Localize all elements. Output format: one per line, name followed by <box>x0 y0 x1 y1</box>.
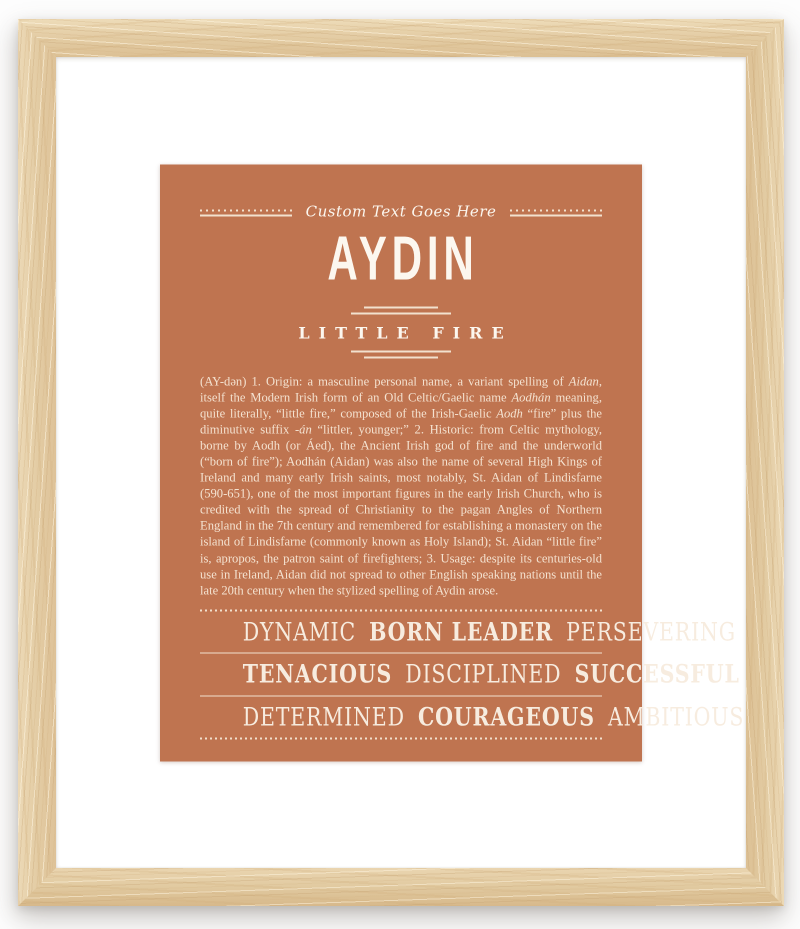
trait-row <box>236 617 736 647</box>
description-italic-segment: -án <box>294 422 312 437</box>
rule-above-meaning <box>351 306 451 314</box>
trait-word: DYNAMIC <box>242 617 356 647</box>
description-segment: “littler, younger;” 2. Historic: from Celtic mythology, borne by Aodh (or Áed), the Ancient Irish god of fire and the underworld (“born of fire”); Aodhán (Aidan) was also the name of several High Kings of Ireland and many early Irish saints, most notably, St. Aidan of Lindisfarne (590-651), one of the most important figures in the early Irish Church, who is credited with the spread of Christianity to the pagan Angles of Northern England in the 7th century and remembered for establishing a monastery on the island of Lindisfarne (commonly known as Holy Island); St. Aidan “little fire” is, apropos, the patron saint of firefighters; 3. Usage: despite its centuries-old use in Ireland, Aidan did not spread to other English speaking nations until the late 20th century when the stylized spelling of Aydin arose. <box>200 422 602 598</box>
dotted-rule-icon <box>200 210 292 212</box>
trait-word: DETERMINED <box>242 702 405 732</box>
description-italic-segment: Aidan <box>568 374 599 388</box>
trait-word: AMBITIOUS <box>607 702 745 732</box>
frame-right-rail <box>746 19 784 906</box>
frame-top-rail <box>18 19 784 57</box>
trait-row <box>236 702 745 732</box>
dotted-divider-bottom <box>200 738 602 740</box>
description-segment: “fire” plus the diminutive suffix <box>200 406 602 437</box>
name-headline: AYDIN <box>327 224 479 293</box>
trait-separator-rule <box>200 695 602 696</box>
dotted-divider-top <box>200 609 602 611</box>
trait-word: BORN LEADER <box>369 617 553 647</box>
rule-below-meaning <box>351 350 451 358</box>
name-art-print <box>160 164 745 761</box>
trait-row <box>236 659 740 689</box>
left-ornament <box>200 206 292 217</box>
custom-text-label: Custom Text Goes Here <box>305 202 497 220</box>
trait-word: DISCIPLINED <box>405 659 562 689</box>
mat-board <box>56 57 746 868</box>
short-rule <box>364 356 438 358</box>
trait-rows <box>200 617 745 732</box>
trait-word: PERSEVERING <box>566 617 736 647</box>
frame-left-rail <box>18 19 56 906</box>
description-segment: (AY-dən) 1. Origin: a masculine personal name, a variant spelling of <box>200 374 569 388</box>
description-italic-segment: Aodhán <box>511 390 551 405</box>
traits-section <box>200 609 745 740</box>
right-ornament <box>510 206 602 217</box>
solid-rule <box>200 215 292 217</box>
trait-word: SUCCESSFUL <box>574 659 740 689</box>
name-description <box>200 373 602 598</box>
description-segment: , itself the Modern Irish form of an Old Celtic/Gaelic name <box>200 374 602 405</box>
trait-word: COURAGEOUS <box>417 702 595 732</box>
trait-word: TENACIOUS <box>242 659 393 689</box>
picture-frame <box>18 19 784 906</box>
trait-separator-rule <box>200 653 602 654</box>
long-rule <box>351 312 451 314</box>
solid-rule <box>510 215 602 217</box>
frame-bottom-rail <box>18 868 784 906</box>
custom-text-row <box>200 202 602 220</box>
dotted-rule-icon <box>510 210 602 212</box>
description-segment: meaning, quite literally, “little fire,” composed of the Irish-Gaelic <box>200 390 602 421</box>
description-italic-segment: Aodh <box>496 406 523 421</box>
short-rule <box>364 306 438 308</box>
name-meaning: LITTLE FIRE <box>298 323 513 342</box>
long-rule <box>351 350 451 352</box>
